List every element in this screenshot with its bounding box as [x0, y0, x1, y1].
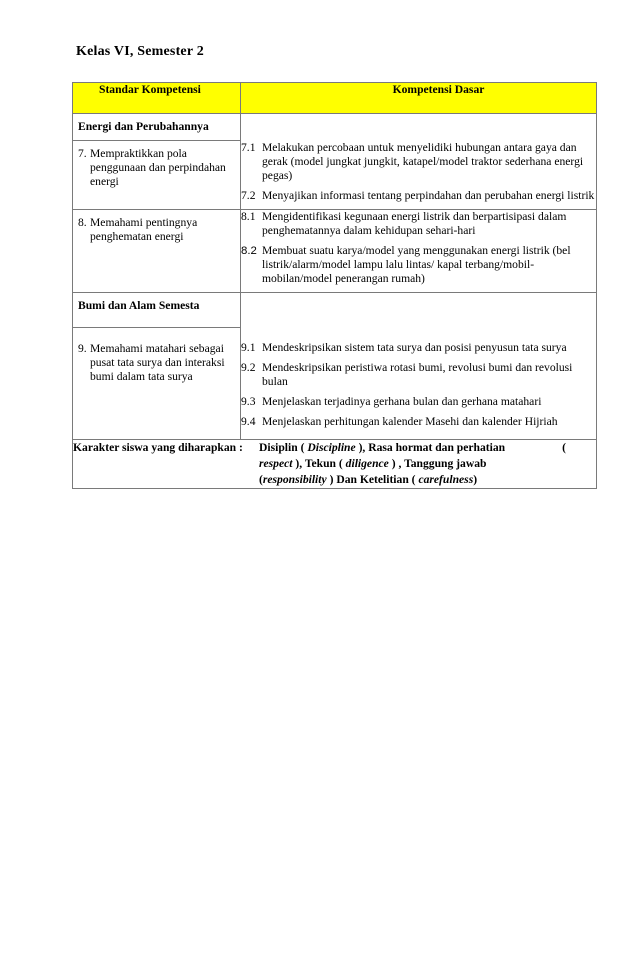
kd-text: Mendeskripsikan peristiwa rotasi bumi, revolusi bumi dan revolusi bulan [262, 361, 573, 388]
kd-number: 9.3 [241, 395, 256, 408]
kd-item [241, 189, 596, 203]
kd-text: Menjelaskan perhitungan kalender Masehi dan kalender Hijriah [262, 415, 558, 428]
kd-text: Membuat suatu karya/model yang menggunakan energi listrik (bel listrik/alarm/model lampu lalu lintas/ kapal terbang/mobil-mobilan/model penerangan rumah) [262, 243, 571, 285]
karakter-term: carefulness [418, 473, 474, 486]
karakter-segment: ( [259, 473, 263, 486]
kd-item [241, 141, 596, 183]
karakter-term: diligence [345, 457, 389, 470]
section-label: Energi dan Perubahannya [73, 114, 241, 141]
kd-number: 9.2 [241, 361, 256, 374]
standar-cell [73, 141, 241, 210]
karakter-segment: ) , Tanggung jawab [391, 457, 487, 470]
kd-text: Menyajikan informasi tentang perpindahan dan perubahan energi listrik [262, 188, 595, 202]
kd-number: 7.2 [241, 188, 256, 202]
table-row [73, 209, 597, 292]
section-row [73, 292, 597, 327]
section-row [73, 114, 597, 141]
karakter-segment: Disiplin ( [259, 441, 305, 454]
table-row [73, 141, 597, 210]
karakter-term: Discipline [307, 441, 356, 454]
karakter-segment: ), Tekun ( [295, 457, 343, 470]
dasar-cell [241, 209, 597, 292]
kd-number: 8.2 [241, 244, 257, 257]
section-label: Bumi dan Alam Semesta [73, 292, 241, 327]
karakter-segment: ) [473, 473, 478, 486]
sk-text: Memahami pentingnya penghematan energi [90, 215, 198, 243]
karakter-term: responsibility [262, 473, 327, 486]
dasar-cell [241, 327, 597, 440]
sk-number: 7. [78, 147, 87, 160]
kd-item [241, 244, 596, 286]
karakter-label: Karakter siswa yang diharapkan : [73, 441, 243, 454]
kd-item [241, 395, 596, 409]
table-header-row [73, 83, 597, 114]
karakter-term: respect [259, 457, 293, 470]
competency-table [72, 82, 597, 489]
karakter-row [73, 440, 597, 489]
kd-number: 9.4 [241, 415, 256, 428]
sk-number: 9. [78, 341, 87, 355]
karakter-paren: ( [562, 441, 566, 454]
header-kompetensi-dasar: Kompetensi Dasar [241, 83, 597, 114]
kd-number: 7.1 [241, 140, 256, 154]
sk-text: Mempraktikkan pola penggunaan dan perpindahan energi [90, 147, 226, 188]
kd-text: Menjelaskan terjadinya gerhana bulan dan gerhana matahari [262, 395, 542, 408]
kd-item [241, 361, 596, 389]
karakter-text [259, 440, 596, 488]
kd-text: Mendeskripsikan sistem tata surya dan posisi penyusun tata surya [262, 341, 567, 354]
sk-number: 8. [78, 215, 87, 229]
dasar-cell [241, 141, 597, 210]
kd-number: 9.1 [241, 341, 256, 354]
karakter-segment: ) Dan Ketelitian ( [329, 473, 416, 486]
standar-cell [73, 327, 241, 440]
kd-item [241, 210, 596, 238]
page-title: Kelas VI, Semester 2 [76, 44, 204, 59]
kd-text: Melakukan percobaan untuk menyelidiki hubungan antara gaya dan gerak (model jungkat jungkit, katapel/model traktor sederhana energi pegas) [262, 140, 584, 182]
karakter-segment: ), Rasa hormat dan perhatian [358, 441, 506, 454]
karakter-cell [73, 440, 597, 489]
sk-text: Memahami matahari sebagai pusat tata surya dan interaksi bumi dalam tata surya [90, 341, 225, 383]
standar-cell [73, 209, 241, 292]
kd-number: 8.1 [241, 209, 256, 223]
kd-text: Mengidentifikasi kegunaan energi listrik dan berpartisipasi dalam penghematannya dalam kehidupan sehari-hari [262, 209, 567, 237]
kd-item [241, 341, 596, 355]
kd-item [241, 415, 596, 429]
table-row [73, 327, 597, 440]
header-standar-kompetensi: Standar Kompetensi [73, 83, 241, 114]
